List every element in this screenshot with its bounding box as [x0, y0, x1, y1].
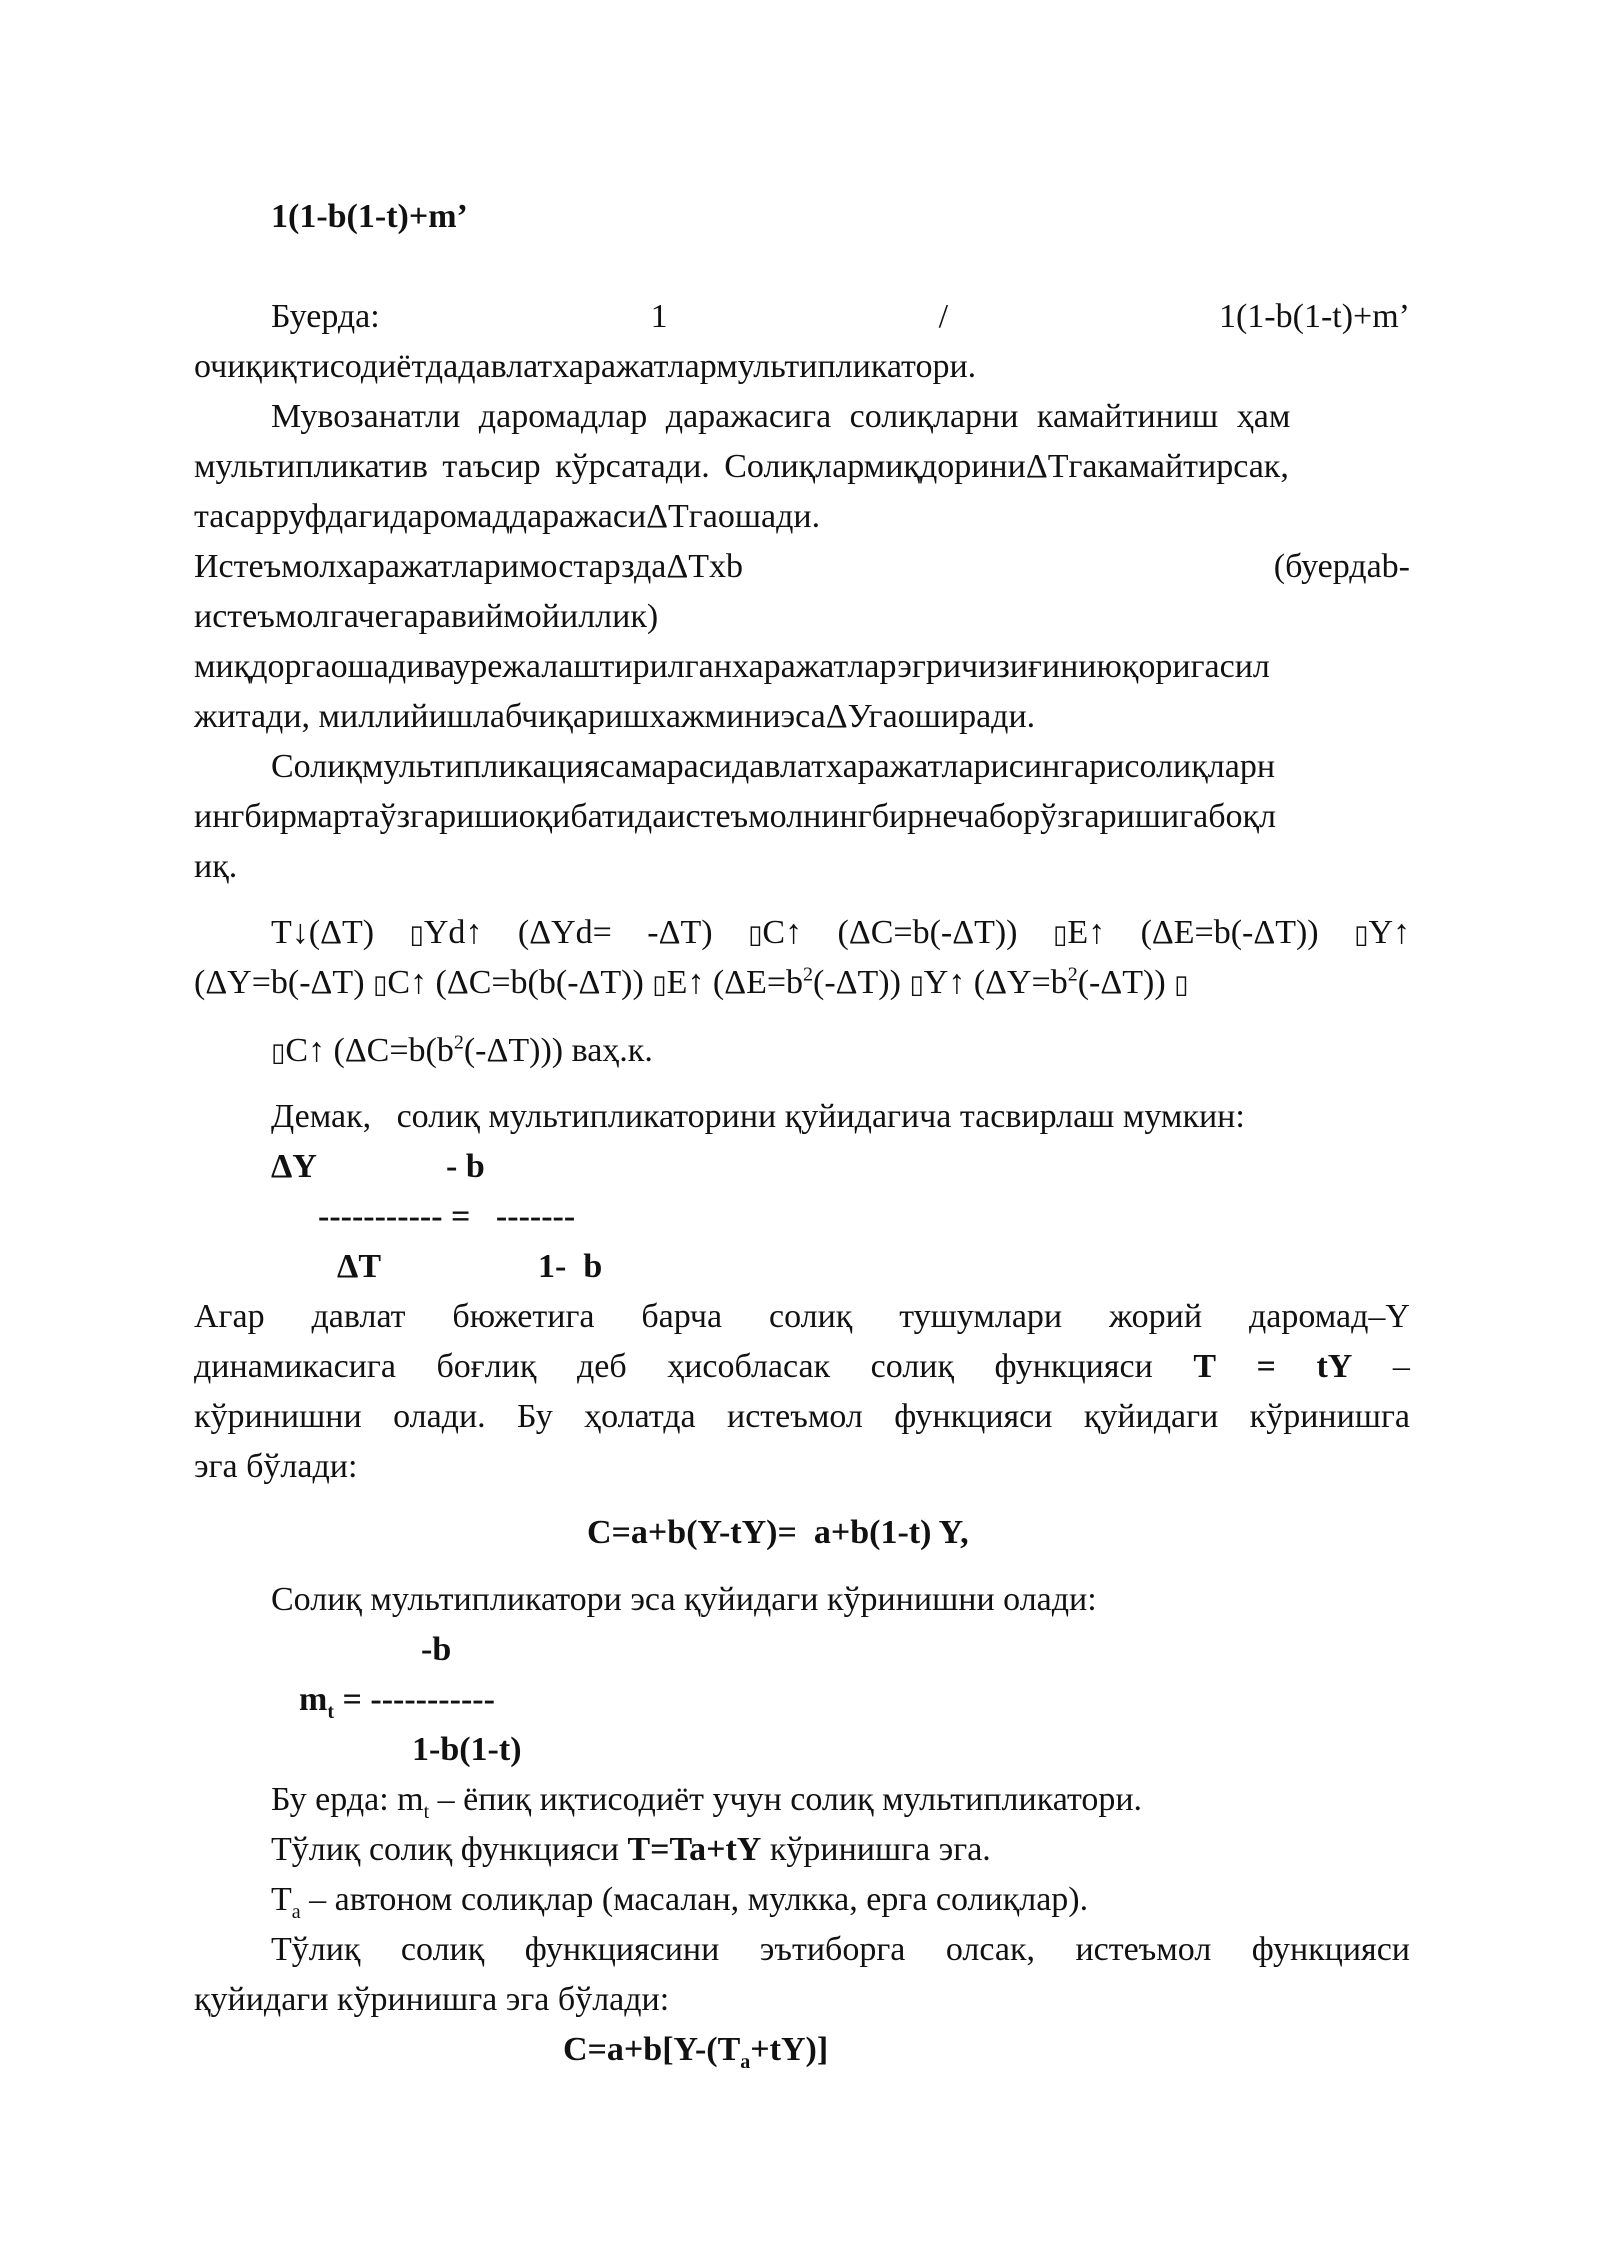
chain-item: -ΔT)	[647, 914, 713, 951]
para2-split-left: ИстеъмолхаражатларимостарздаΔТxb	[194, 548, 743, 585]
chain-line-1	[271, 908, 1410, 960]
chain-item: ▯Y↑	[1354, 908, 1410, 960]
para1-line: очиқиқтисодиётдадавлатхаражатлармультипликатори.	[194, 348, 977, 385]
para2-line-2: мультипликатив таъсир кўрсатади. СолиқлармиқдориниΔТгакамайтирсак,	[194, 448, 1289, 485]
para4-line-3: кўринишни олади. Бу ҳолатда истеъмол функцияси қуйидаги кўринишга	[194, 1398, 1410, 1435]
box-glyph: ▯	[409, 920, 424, 950]
box-glyph: ▯	[271, 1038, 286, 1068]
para2-split-right: (буердаb-	[1273, 548, 1410, 585]
frac1-bottom-left: ΔT	[337, 1248, 381, 1285]
para2-line-6: миқдоргаошадиваурежалаштирилганхаражатларэгричизиғиниюқоригасил	[194, 648, 1270, 685]
para2-line-5: истеъмолгачегаравиймойиллик)	[194, 598, 659, 635]
where2-line: Бу ерда: $m_t$ – ёпиқ иқтисодиёт учун солиқ мультипликатори.	[271, 1781, 1143, 1823]
where-numerator: 1	[650, 298, 668, 335]
para2-text-1: Мувозанатли даромадлар даражасига солиқларни камайтиниш ҳам	[271, 398, 1291, 435]
formula-c1: C=a+b(Y-tY)= a+b(1-t) Y,	[587, 1514, 969, 1551]
frac2-top: -b	[421, 1631, 452, 1668]
frac2-bottom: 1-b(1-t)	[412, 1731, 522, 1768]
box-glyph: ▯	[748, 920, 763, 950]
formula-c2: $C=a+b[Y-(T_a+tY)]$	[563, 2031, 829, 2073]
para2-line-4	[194, 542, 1410, 592]
frac1-bar: ----------- = -------	[318, 1198, 576, 1235]
chain-item: ▯Yd↑	[410, 908, 483, 960]
chain-item: (ΔYd=	[517, 914, 612, 951]
para3-line-2: ингбирмартаўзгаришиоқибатидаистеъмолнингбирнечаборўзгаришигабоқл	[194, 798, 1276, 835]
chain-line-2: (ΔY=b(-ΔT) ▯C↑ (ΔC=b(b(-ΔT)) ▯E↑ $(\Delta E=b^2(-\Delta T))$ ▯Y↑ $(\Delta Y=b^2(-\Delta T))$ ▯	[194, 963, 1189, 1001]
frac2-lhs: $m_t$ = -----------	[299, 1681, 495, 1723]
box-glyph: ▯	[909, 970, 924, 1000]
para5-line-2: қуйидаги кўринишга эга бўлади:	[194, 1981, 670, 2018]
chain-item: (ΔE=b(-ΔT))	[1140, 914, 1319, 951]
chain-item: (ΔC=b(-ΔT))	[837, 914, 1018, 951]
box-glyph: ▯	[1053, 920, 1068, 950]
para4-line-1: Агар давлат бюжетига барча солиқ тушумлари жорий даромад–Y	[194, 1298, 1410, 1335]
frac1-top-left: ΔY	[271, 1148, 317, 1185]
chain-item: T↓(ΔT)	[271, 914, 375, 951]
box-glyph: ▯	[1174, 970, 1189, 1000]
top-formula: 1(1-b(1-t)+m’	[271, 198, 468, 235]
para2-line-1	[271, 392, 1410, 442]
frac1-bottom-right: 1- b	[538, 1248, 603, 1285]
para4-line-4: эга бўлади:	[194, 1448, 358, 1485]
para2-line-7: житади, миллийишлабчиқаришхажминиэсаΔУгаоширади.	[194, 698, 1036, 735]
full-tax-line: Тўлиқ солиқ функцияси T=Ta+tY кўринишга эга.	[271, 1831, 991, 1868]
para3-line-3: иқ.	[194, 848, 238, 885]
demak-line: Демак, солиқ мультипликаторини қуйидагича тасвирлаш мумкин:	[271, 1098, 1245, 1135]
chain-item: ▯E↑	[1053, 908, 1105, 960]
where-denominator: 1(1-b(1-t)+m’	[1218, 298, 1410, 335]
chain-item: ▯C↑	[748, 908, 802, 960]
para2-line-3: тасарруфдагидаромаддаражасиΔТгаошади.	[194, 498, 821, 535]
box-glyph: ▯	[1354, 920, 1369, 950]
where-line	[271, 292, 1410, 342]
box-glyph: ▯	[373, 970, 388, 1000]
where-label: Буерда:	[271, 298, 380, 335]
tax-mult-intro: Солиқ мультипликатори эса қуйидаги кўринишни олади:	[271, 1581, 1097, 1618]
box-glyph: ▯	[652, 970, 667, 1000]
frac1-top-right: - b	[446, 1148, 485, 1185]
para3-line-1: Солиқмультипликациясамарасидавлатхаражатларисингарисолиқларн	[271, 748, 1276, 785]
para4-line-2: динамикасига боғлиқ деб ҳисобласак солиқ функцияси T = tY –	[194, 1348, 1410, 1385]
chain-line-3: ▯C↑ $(\Delta C=b(b^2(-\Delta T)))$ ваҳ.к.	[271, 1031, 653, 1069]
ta-def-line: $T_a$ – автоном солиқлар (масалан, мулкка, ерга солиқлар).	[271, 1881, 1089, 1923]
para5-line-1: Тўлиқ солиқ функциясини эътиборга олсак, истеъмол функцияси	[271, 1931, 1410, 1968]
where-slash: /	[938, 298, 949, 335]
